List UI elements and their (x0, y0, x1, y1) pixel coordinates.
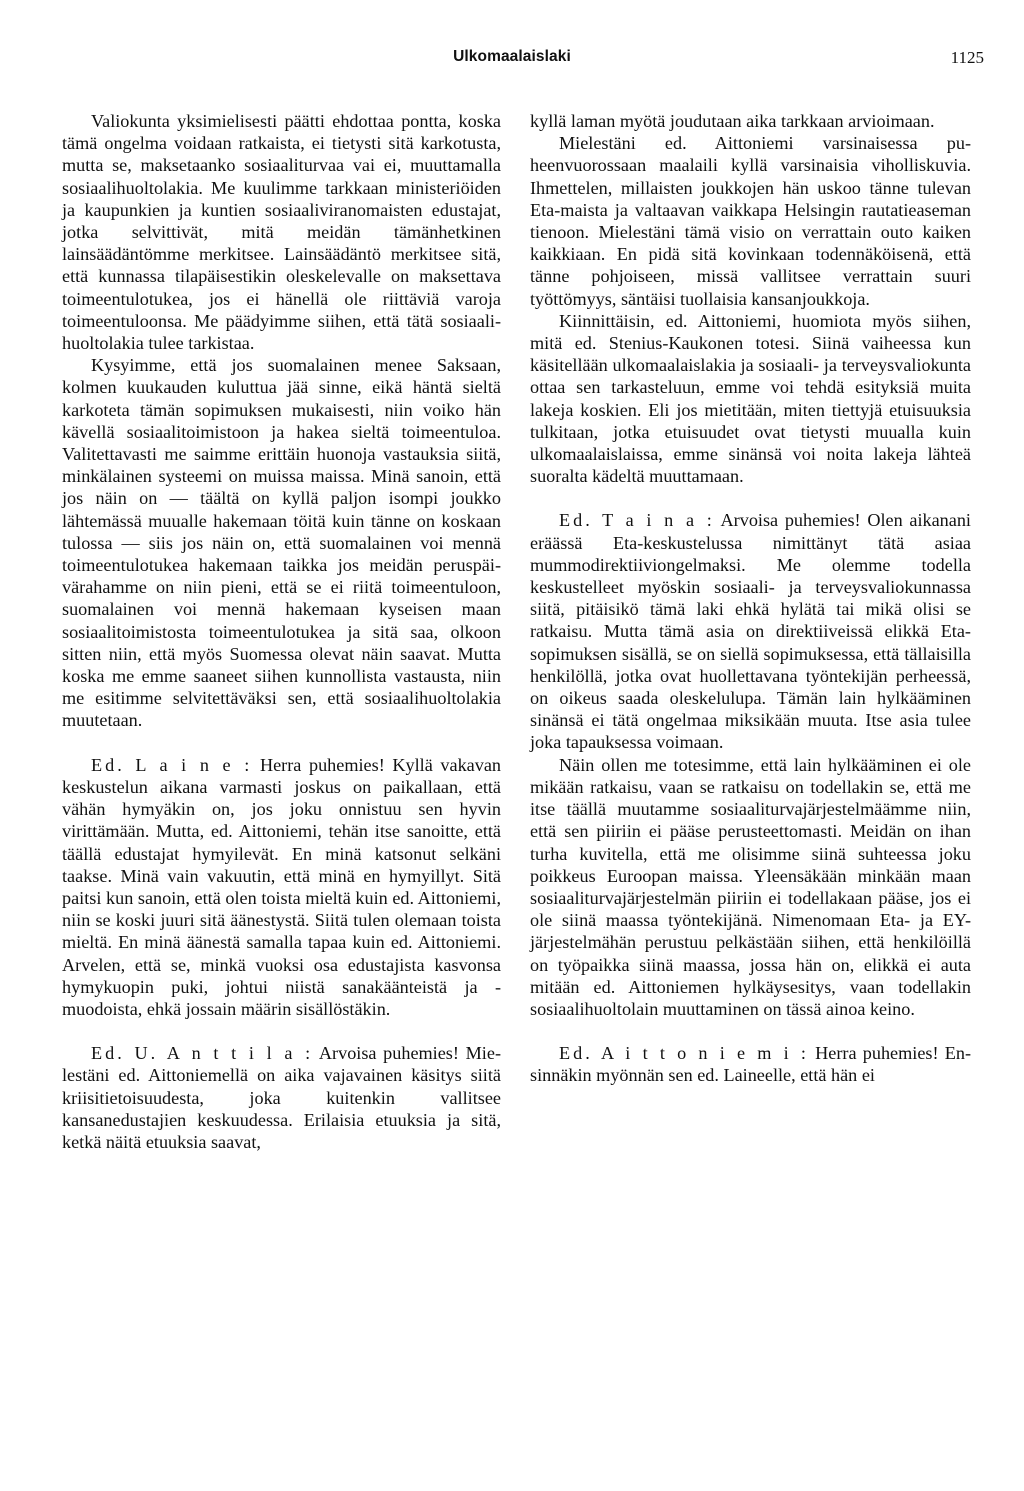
right-column (530, 110, 971, 1087)
speaker-name: Ed. A i t t o n i e m i : (559, 1043, 809, 1064)
speaker-name: Ed. T a i n a : (559, 510, 715, 531)
running-header-title: Ulkomaalaislaki (453, 48, 571, 65)
continued-paragraph: kyllä laman myötä joudutaan aika tarkkaan arvioimaan. (530, 111, 935, 131)
paragraph: Kiinnittäisin, ed. Aittoniemi, huomiota myös siihen, mitä ed. Stenius-Kaukonen totesi. Siinä vaiheessa kun käsitellään ulkomaalaislakia ja sosiaali- ja terveysvaliokunta ottaa sen tarkasteluun, emme voi tehdä esityksiä muita lakeja koskien. Eli jos mietitään, miten tiettyjä etuisuuksia tulkitaan, jotka etuisuudet ovat tietysti muualla kuin ulkomaalaislaissa, emme sinänsä voi noita lakeja lähteä suoralta kädeltä muuttamaan. (530, 310, 971, 487)
speech-paragraph: Ed. U. A n t t i l a : Arvoisa puhemies! Mielestäni ed. Aittoniemellä on aika vajavainen käsitys siitä kriisitietoisuudesta, joka kuitenkin vallitsee kansanedustajien keskuudessa. Erilaisia etuuksia ja sitä, ketkä näitä etuuksia saavat, (62, 1043, 501, 1152)
speech-paragraph: Ed. T a i n a : Arvoisa puhemies! Olen aikanani eräässä Eta-keskustelussa nimittänyt tätä asiaa mummodirektiiviongelmaksi. Me olemme todella keskustelleet myöskin sosiaali- ja terveysvaliokunnassa siitä, pitäisikö tämä laki ehkä hylätä tai mikä olisi se ratkaisu. Mutta tämä asia on direktiiveissä elikkä Eta-sopimuksen sisällä, se on siellä sopimuksessa, että tällaisilla henkilöllä, jotka ovat huollettavana työntekijän perheessä, on oikeus saada oleskelulupa. Tämän lain hylkääminen sinänsä ei tätä ongelmaa miksikään muuta. Itse asia tulee joka tapauksessa voimaan. (530, 510, 971, 753)
speech-paragraph: Ed. A i t t o n i e m i : Herra puhemies! Ensinnäkin myönnän sen ed. Laineelle, että hän ei (530, 1043, 971, 1086)
paragraph: Kysyimme, että jos suomalainen menee Saksaan, kolmen kuukauden kuluttua jää sinne, eikä häntä sieltä karkoteta tämän sopimuksen mukaisesti, niin voiko hän kävellä sosiaalitoimistoon ja hakea sieltä toimeentuloa. Valitettavasti me saimme erittäin huonoja vastauksia siitä, minkälainen systeemi on muissa maissa. Minä sanoin, että jos näin on — täältä on kyllä paljon isompi joukko lähtemässä muualle hakemaan töitä kuin tänne on koskaan tulossa — siis jos näin on, että suomalainen voi mennä toimeentulotukea hakemaan taikka jos meidän peruspäivärahamme on niin pieni, että se ei riitä toimeentuloon, suomalainen voi mennä hakemaan kyseisen maan sosiaalitoimistosta toimeentulotukea ja sitä saa, olkoon sitten niin, että myös Suomessa olevat näin saavat. Mutta koska me emme saaneet siihen kunnollista vastausta, niin me esitimme selvitettäväksi sen, että sosiaalihuoltolakia muutetaan. (62, 355, 501, 731)
paragraph: Mielestäni ed. Aittoniemi varsinaisessa puheenvuorossaan maalaili kyllä varsinaisia viholliskuvia. Ihmettelen, millaisten joukkojen hän uskoo tänne tulevan Eta-maista ja valtaavan vaikkapa Helsingin rautatieaseman tienoon. Mielestäni tämä visio on verrattain outo kaiken kaikkiaan. En pidä sitä kovinkaan todennäköisenä, että tänne pohjoiseen, missä vallitsee verrattain suuri työttömyys, säntäisi tuollaisia kansanjoukkoja. (530, 133, 971, 309)
speech-paragraph: Ed. L a i n e : Herra puhemies! Kyllä vakavan keskustelun aikana varmasti joskus on paikallaan, että vähän hymyäkin on, jos joku onnistuu sen hyvin virittämään. Mutta, ed. Aittoniemi, tehän itse sanoitte, että täällä edustajat hymyilevät. En minä katsonut selkäni taakse. Minä vain vakuutin, että minä en hymyillyt. Sitä paitsi kun sanoin, että olen toista mieltä kuin ed. Aittoniemi, niin se koski juuri sitä äänestystä. Siitä tulen olemaan toista mieltä. En minä äänestä samalla tapaa kuin ed. Aittoniemi. Arvelen, että se, minkä vuoksi osa edustajista kasvonsa hymykuopin puki, johtui niistä sanakäänteistä ja -muodoista, ehkä jossain määrin sisällöstäkin. (62, 754, 502, 1019)
paragraph: Valiokunta yksimielisesti päätti ehdottaa pontta, koska tämä ongelma voidaan ratkaista, ei tietysti sitä karkotusta, mutta se, maksetaanko sosiaaliturvaa vai ei, muuttamalla sosiaalihuoltolakia. Me kuulimme tarkkaan ministeriöiden ja kaupunkien ja kuntien sosiaaliviranomaisten edustajat, jotka selvittivät, mitä meidän tämänhetkinen lainsäädäntömme merkitsee. Lainsäädäntö merkitsee sitä, että kunnassa tilapäisestikin oleskelevalle on maksettava toimeentulotukea, jos ei hänellä ole riittäviä varoja toimeentuloonsa. Me päädyimme siihen, että tätä sosiaalihuoltolakia tulee tarkistaa. (62, 111, 501, 354)
left-column (62, 110, 501, 1153)
speaker-name: Ed. L a i n e : (91, 754, 253, 775)
page-number: 1125 (950, 48, 984, 67)
paragraph: Näin ollen me totesimme, että lain hylkääminen ei ole mikään ratkaisu, vaan se ratkaisu on todellakin se, että me itse täällä muutamme sosiaaliturvajärjestelmäämme niin, että sen piiriin ei pääse perusteettomasti. Meidän on ihan turha kuvitella, että me olisimme siinä suhteessa joku poikkeus Euroopan maissa. Yleensäkään minkään maan sosiaaliturvajärjestelmän piiriin ei todellakaan pääse, jos ei ole siinä maassa työntekijänä. Nimenomaan Eta- ja EY-järjestelmähän perustuu pelkästään siihen, että henkilöillä on työpaikka siinä maassa, jossa hän on, elikkä ei auta mitään ed. Aittoniemen hylkäysesitys, vaan todellakin sosiaalihuoltolain muuttaminen on tässä ainoa keino. (530, 754, 971, 1019)
speaker-name: Ed. U. A n t t i l a : (91, 1043, 314, 1064)
